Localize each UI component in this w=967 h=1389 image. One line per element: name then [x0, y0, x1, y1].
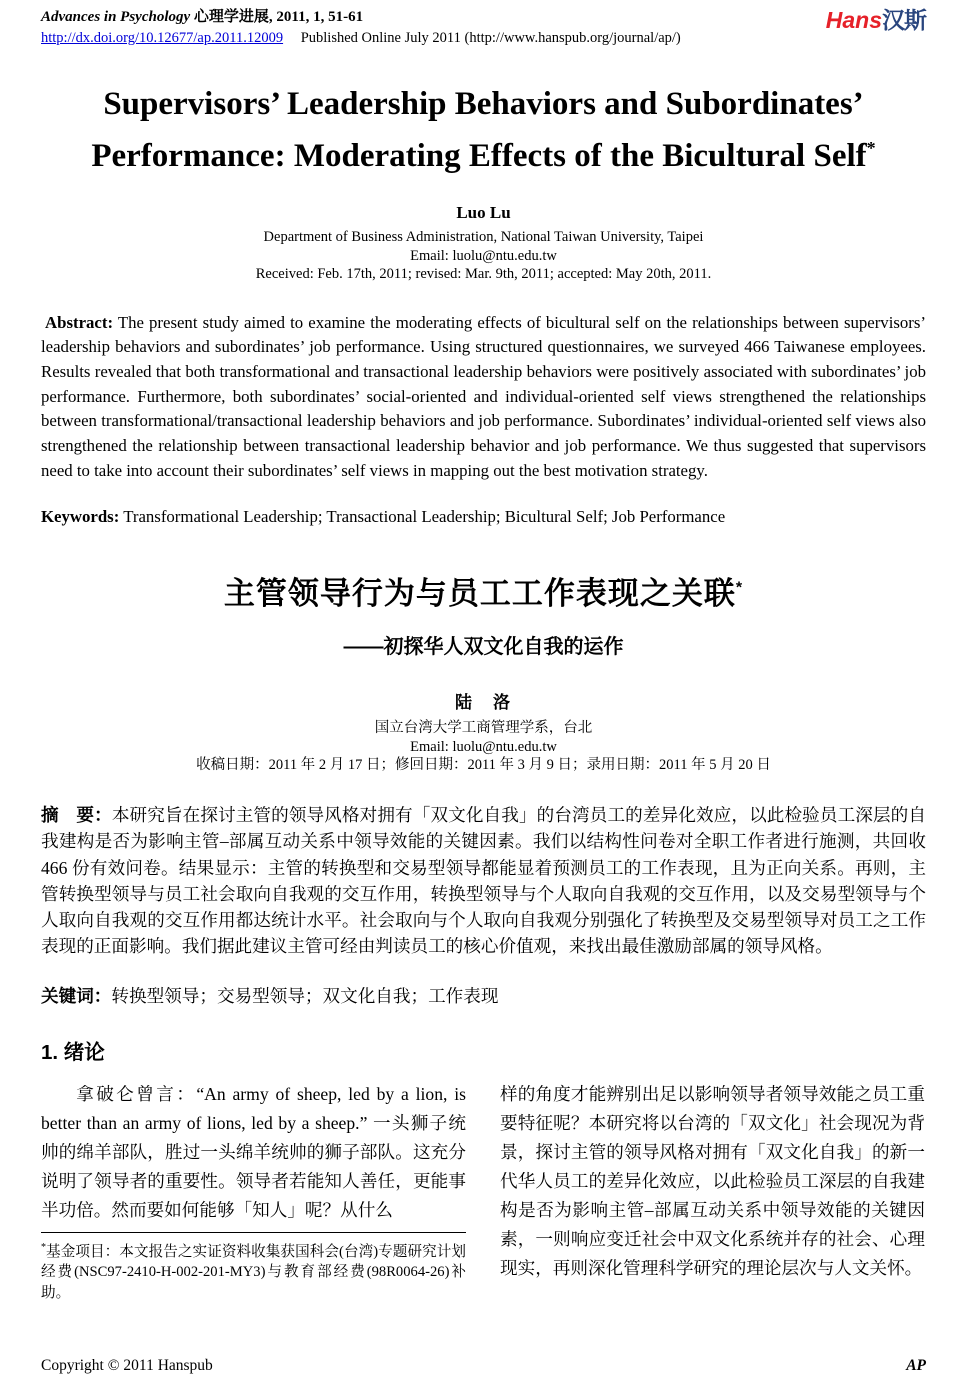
author-affiliation: Department of Business Administration, National Taiwan University, Taipei — [263, 229, 704, 245]
body-columns — [41, 1080, 926, 1303]
journal-title: Advances in Psychology — [41, 9, 191, 25]
published-info: Published Online July 2011 (http://www.hanspub.org/journal/ap/) — [300, 30, 681, 46]
zh-received-dates: 收稿日期：2011 年 2 月 17 日；修回日期：2011 年 3 月 9 日；录用日期：2011 年 5 月 20 日 — [196, 757, 771, 774]
zh-keywords-text: 转换型领导；交易型领导；双文化自我；工作表现 — [111, 985, 499, 1006]
zh-title-text: 主管领导行为与员工工作表现之关联 — [223, 576, 736, 612]
abstract-label: Abstract: — [45, 312, 114, 332]
author-name: Luo Lu — [456, 203, 511, 222]
zh-keywords-label: 关键词： — [41, 985, 112, 1006]
keywords-text: Transformational Leadership; Transactional Leadership; Bicultural Self; Job Performance — [119, 507, 726, 527]
body-right-column — [500, 1080, 925, 1303]
author-email: Email: luolu@ntu.edu.tw — [410, 247, 557, 264]
paper-title-asterisk: * — [866, 138, 876, 158]
body-right-paragraph: 样的角度才能辨别出足以影响领导者领导效能之员工重要特征呢？本研究将以台湾的「双文化」社会现况为背景，探讨主管的领导风格对拥有「双文化自我」的新一代华人员工的差异化效应，以此检验员工深层的自我建构是否为影响主管–部属互动关系中领导效能的关键因素，一则响应变迁社会中双文化系统并存的社会、心理现实，再则深化管理科学研究的理论层次与人文关怀。 — [500, 1083, 925, 1278]
zh-abstract-paragraph — [41, 802, 926, 960]
body-left-column — [41, 1080, 466, 1303]
footnote-text: 基金项目：本文报告之实证资料收集获国科会(台湾)专题研究计划经费(NSC97-2410-H-002-201-MY3)与教育部经费(98R0064-26)补助。 — [41, 1243, 466, 1301]
copyright-text: Copyright © 2011 Hanspub — [41, 1357, 213, 1374]
abstract-paragraph — [41, 311, 926, 484]
journal-line — [41, 8, 681, 27]
page-footer — [41, 1357, 926, 1375]
zh-author-block — [41, 688, 926, 775]
paper-title — [41, 82, 926, 178]
page-header — [41, 8, 926, 48]
keywords-line — [41, 507, 926, 527]
section-1-heading: 1. 绪论 — [41, 1040, 105, 1064]
abstract-text: The present study aimed to examine the moderating effects of bicultural self on the relationships between supervisors’ leadership behaviors and subordinates’ job performance. Using structured questionnaires, we surveyed 466 Taiwanese employees. Results revealed that both transformational and transactional leadership behaviors were positively associated with subordinates’ job performance. Furthermore, both subordinates’ social-oriented and individual-oriented self views strengthened the relationships between transformational/transactional leadership behaviors and job performance. Subordinates’ individual-oriented self views also strengthened the relationship between transactional leadership behavior and job performance. We thus suggested that supervisors need to take into account their subordinates’ self views in mapping out the best motivation strategy. — [41, 312, 926, 480]
hans-logo-cn: 汉斯 — [882, 7, 926, 33]
zh-title — [41, 568, 926, 613]
journal-abbr: AP — [906, 1357, 926, 1374]
keywords-label: Keywords: — [41, 507, 120, 527]
zh-keywords-line — [41, 983, 926, 1008]
footnote-marker: * — [41, 1241, 46, 1253]
footnote — [41, 1232, 466, 1303]
header-left — [41, 8, 681, 48]
doi-link[interactable]: http://dx.doi.org/10.12677/ap.2011.12009 — [41, 30, 284, 46]
doi-line — [41, 29, 681, 48]
zh-abstract-text: 本研究旨在探讨主管的领导风格对拥有「双文化自我」的台湾员工的差异化效应，以此检验员工深层的自我建构是否为影响主管–部属互动关系中领导效能的关键因素。我们以结构性问卷对全职工作者进行施测，共回收 466 份有效问卷。结果显示：主管的转换型和交易型领导都能显着预测员工的工作表现，且为正向关系。再则，主管转换型领导与员工社会取向自我观的交互作用，转换型领导与个人取向自我观的交互作用，以及交易型领导与个人取向自我观的交互作用都达统计水平。社会取向与个人取向自我观分别强化了转换型及交易型领导对员工之工作表现的正面影响。我们据此建议主管可经由判读员工的核心价值观，来找出最佳激励部属的领导风格。 — [41, 804, 926, 957]
paper-title-text: Supervisors’ Leadership Behaviors and Subordinates’ Performance: Moderating Effects of the Bicultural Self — [91, 86, 867, 174]
body-left-paragraph: 拿破仑曾言：“An army of sheep, led by a lion, is better than an army of lions, led by a sheep.” 一头狮子统帅的绵羊部队，胜过一头绵羊统帅的狮子部队。这充分说明了领导者的重要性。领导者若能知人善任，更能事半功倍。然而要如何能够「知人」呢？从什么 — [41, 1083, 466, 1220]
zh-subtitle: ——初探华人双文化自我的运作 — [343, 636, 624, 659]
zh-author-name: 陆 洛 — [455, 693, 512, 713]
zh-title-asterisk: * — [735, 580, 744, 598]
author-block — [41, 203, 926, 284]
zh-author-email: Email: luolu@ntu.edu.tw — [410, 738, 557, 755]
zh-author-affiliation: 国立台湾大学工商管理学系，台北 — [374, 720, 593, 737]
hans-logo — [826, 8, 926, 32]
journal-issue-info: 心理学进展, 2011, 1, 51-61 — [193, 9, 364, 25]
hans-logo-en: Hans — [825, 7, 882, 33]
received-dates: Received: Feb. 17th, 2011; revised: Mar. 9th, 2011; accepted: May 20th, 2011. — [255, 266, 712, 282]
zh-abstract-label: 摘 要： — [41, 804, 112, 825]
